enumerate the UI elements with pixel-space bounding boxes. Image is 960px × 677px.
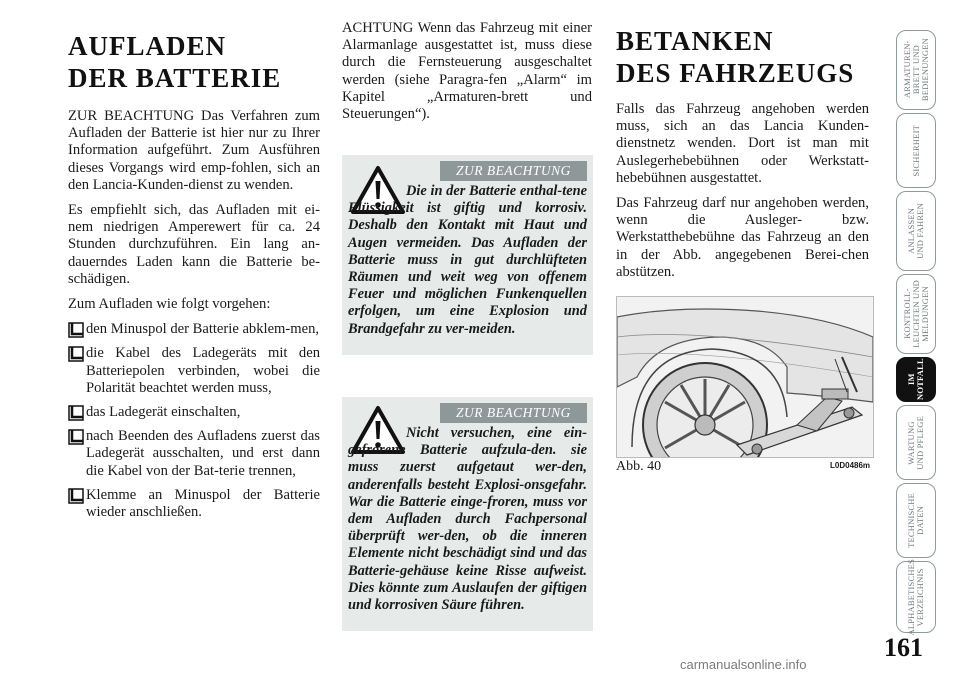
list-item: Klemme an Minuspol der Batterie wieder anschließen. bbox=[68, 487, 320, 521]
checkbox-bullet-icon bbox=[68, 346, 84, 362]
battery-charge-paragraph: Es empfiehlt sich, das Aufladen mit ei-nem niedrigen Amperewert für ca. 24 Stunden durchzuführen. Ein lang an-dauerndes Laden kann die Batterie be-schädigen. bbox=[68, 202, 320, 287]
alarm-note-paragraph: ACHTUNG Wenn das Fahrzeug mit einer Alarmanlage ausgestattet ist, muss diese durch die Fernsteuerung ausgeschaltet werden (siehe Paragra-fen „Alarm“ im Kapitel „Armaturen-brett und Steuerungen“). bbox=[342, 20, 592, 123]
list-item: den Minuspol der Batterie abklem-men, bbox=[68, 321, 320, 338]
warning-text: Die in der Batterie enthal-tene Flüssigkeit ist giftig und korrosiv. Deshalb den Kontakt mit Haut und Augen vermeiden. Das Aufladen der Batterie muss in gut durchlüfteten Räumen und weit weg von offenem Feuer und möglichen Funkenquellen erfolgen, um eine Explosion und Brandgefahr zu ver-meiden. bbox=[348, 183, 587, 337]
page-number: 161 bbox=[884, 633, 923, 662]
lift-paragraph-1: Falls das Fahrzeug angehoben werden muss, sich an das Lancia Kunden-dienstnetz wenden. Dort ist man mit Auslegerhebebühnen oder Werkstatt-hebebühnen ausgestattet. bbox=[616, 101, 869, 186]
warning-header: ZUR BEACHTUNG bbox=[440, 403, 587, 423]
warning-header: ZUR BEACHTUNG bbox=[440, 161, 587, 181]
warning-box-acid bbox=[342, 155, 593, 355]
battery-steps-list bbox=[68, 321, 320, 521]
tab-armaturenbrett[interactable]: ARMATUREN- BRETT UND BEDIENUNGEN bbox=[896, 30, 936, 110]
tab-verzeichnis[interactable]: ALPHABETISCHES VERZEICHNIS bbox=[896, 561, 936, 633]
lift-paragraph-2: Das Fahrzeug darf nur angehoben werden, wenn die Ausleger- bzw. Werkstatthebebühne das Fahrzeug an den in der Abb. angegebenen Berei-chen abstützen. bbox=[616, 195, 869, 280]
right-column bbox=[616, 25, 869, 281]
car-jack-drawing bbox=[617, 297, 873, 457]
tab-sicherheit[interactable]: SICHERHEIT bbox=[896, 113, 936, 188]
list-item: das Ladegerät einschalten, bbox=[68, 404, 320, 421]
tab-technische-daten[interactable]: TECHNISCHE DATEN bbox=[896, 483, 936, 558]
checkbox-bullet-icon bbox=[68, 429, 84, 445]
tab-anlassen[interactable]: ANLASSEN UND FAHREN bbox=[896, 191, 936, 271]
section-title-battery: AUFLADEN DER BATTERIE bbox=[68, 31, 282, 93]
battery-note-paragraph: ZUR BEACHTUNG Das Verfahren zum Aufladen der Batterie ist hier nur zu Ihrer Information aufgeführt. Zum Ausführen dieses Vorgangs wird emp-fohlen, sich an den Lancia-Kunden-dienst zu wenden. bbox=[68, 108, 320, 193]
list-item: nach Beenden des Aufladens zuerst das Ladegerät ausschalten, und erst dann die Kabel von der Bat-terie trennen, bbox=[68, 428, 320, 480]
tab-im-notfall[interactable]: IM NOTFALL bbox=[896, 357, 936, 402]
section-title-refuel: BETANKEN DES FAHRZEUGS bbox=[616, 26, 855, 88]
checkbox-bullet-icon bbox=[68, 405, 84, 421]
battery-steps-intro: Zum Aufladen wie folgt vorgehen: bbox=[68, 296, 271, 313]
figure-code: L0D0486m bbox=[830, 461, 871, 470]
tab-kontrollleuchten[interactable]: KONTROLL- LEUCHTEN UND MELDUNGEN bbox=[896, 274, 936, 354]
left-column bbox=[68, 30, 320, 528]
checkbox-bullet-icon bbox=[68, 488, 84, 504]
warning-box-frozen-battery bbox=[342, 397, 593, 631]
tab-wartung[interactable]: WARTUNG UND PFLEGE bbox=[896, 405, 936, 480]
checkbox-bullet-icon bbox=[68, 322, 84, 338]
figure-caption: Abb. 40 bbox=[616, 459, 662, 474]
warning-text: Nicht versuchen, eine ein-gefrorene Batterie aufzula-den. sie muss zuerst aufgetaut wer-den, anderenfalls besteht Explosi-onsgefahr. War die Batterie einge-froren, muss vor dem Aufladen durch Fachpersonal überprüft wer-den, ob die inneren Elemente nicht beschädigt sind und das Batterie-gehäuse keine Risse aufweist. Dies könnte zum Auslaufen der giftigen und korrosiven Säure führen. bbox=[348, 425, 587, 614]
watermark: carmanualsonline.info bbox=[680, 657, 807, 672]
figure-car-jack-illustration bbox=[616, 296, 874, 458]
list-item: die Kabel des Ladegeräts mit den Batteriepolen verbinden, wobei die Polarität beachtet werden muss, bbox=[68, 345, 320, 397]
middle-column bbox=[342, 20, 592, 123]
